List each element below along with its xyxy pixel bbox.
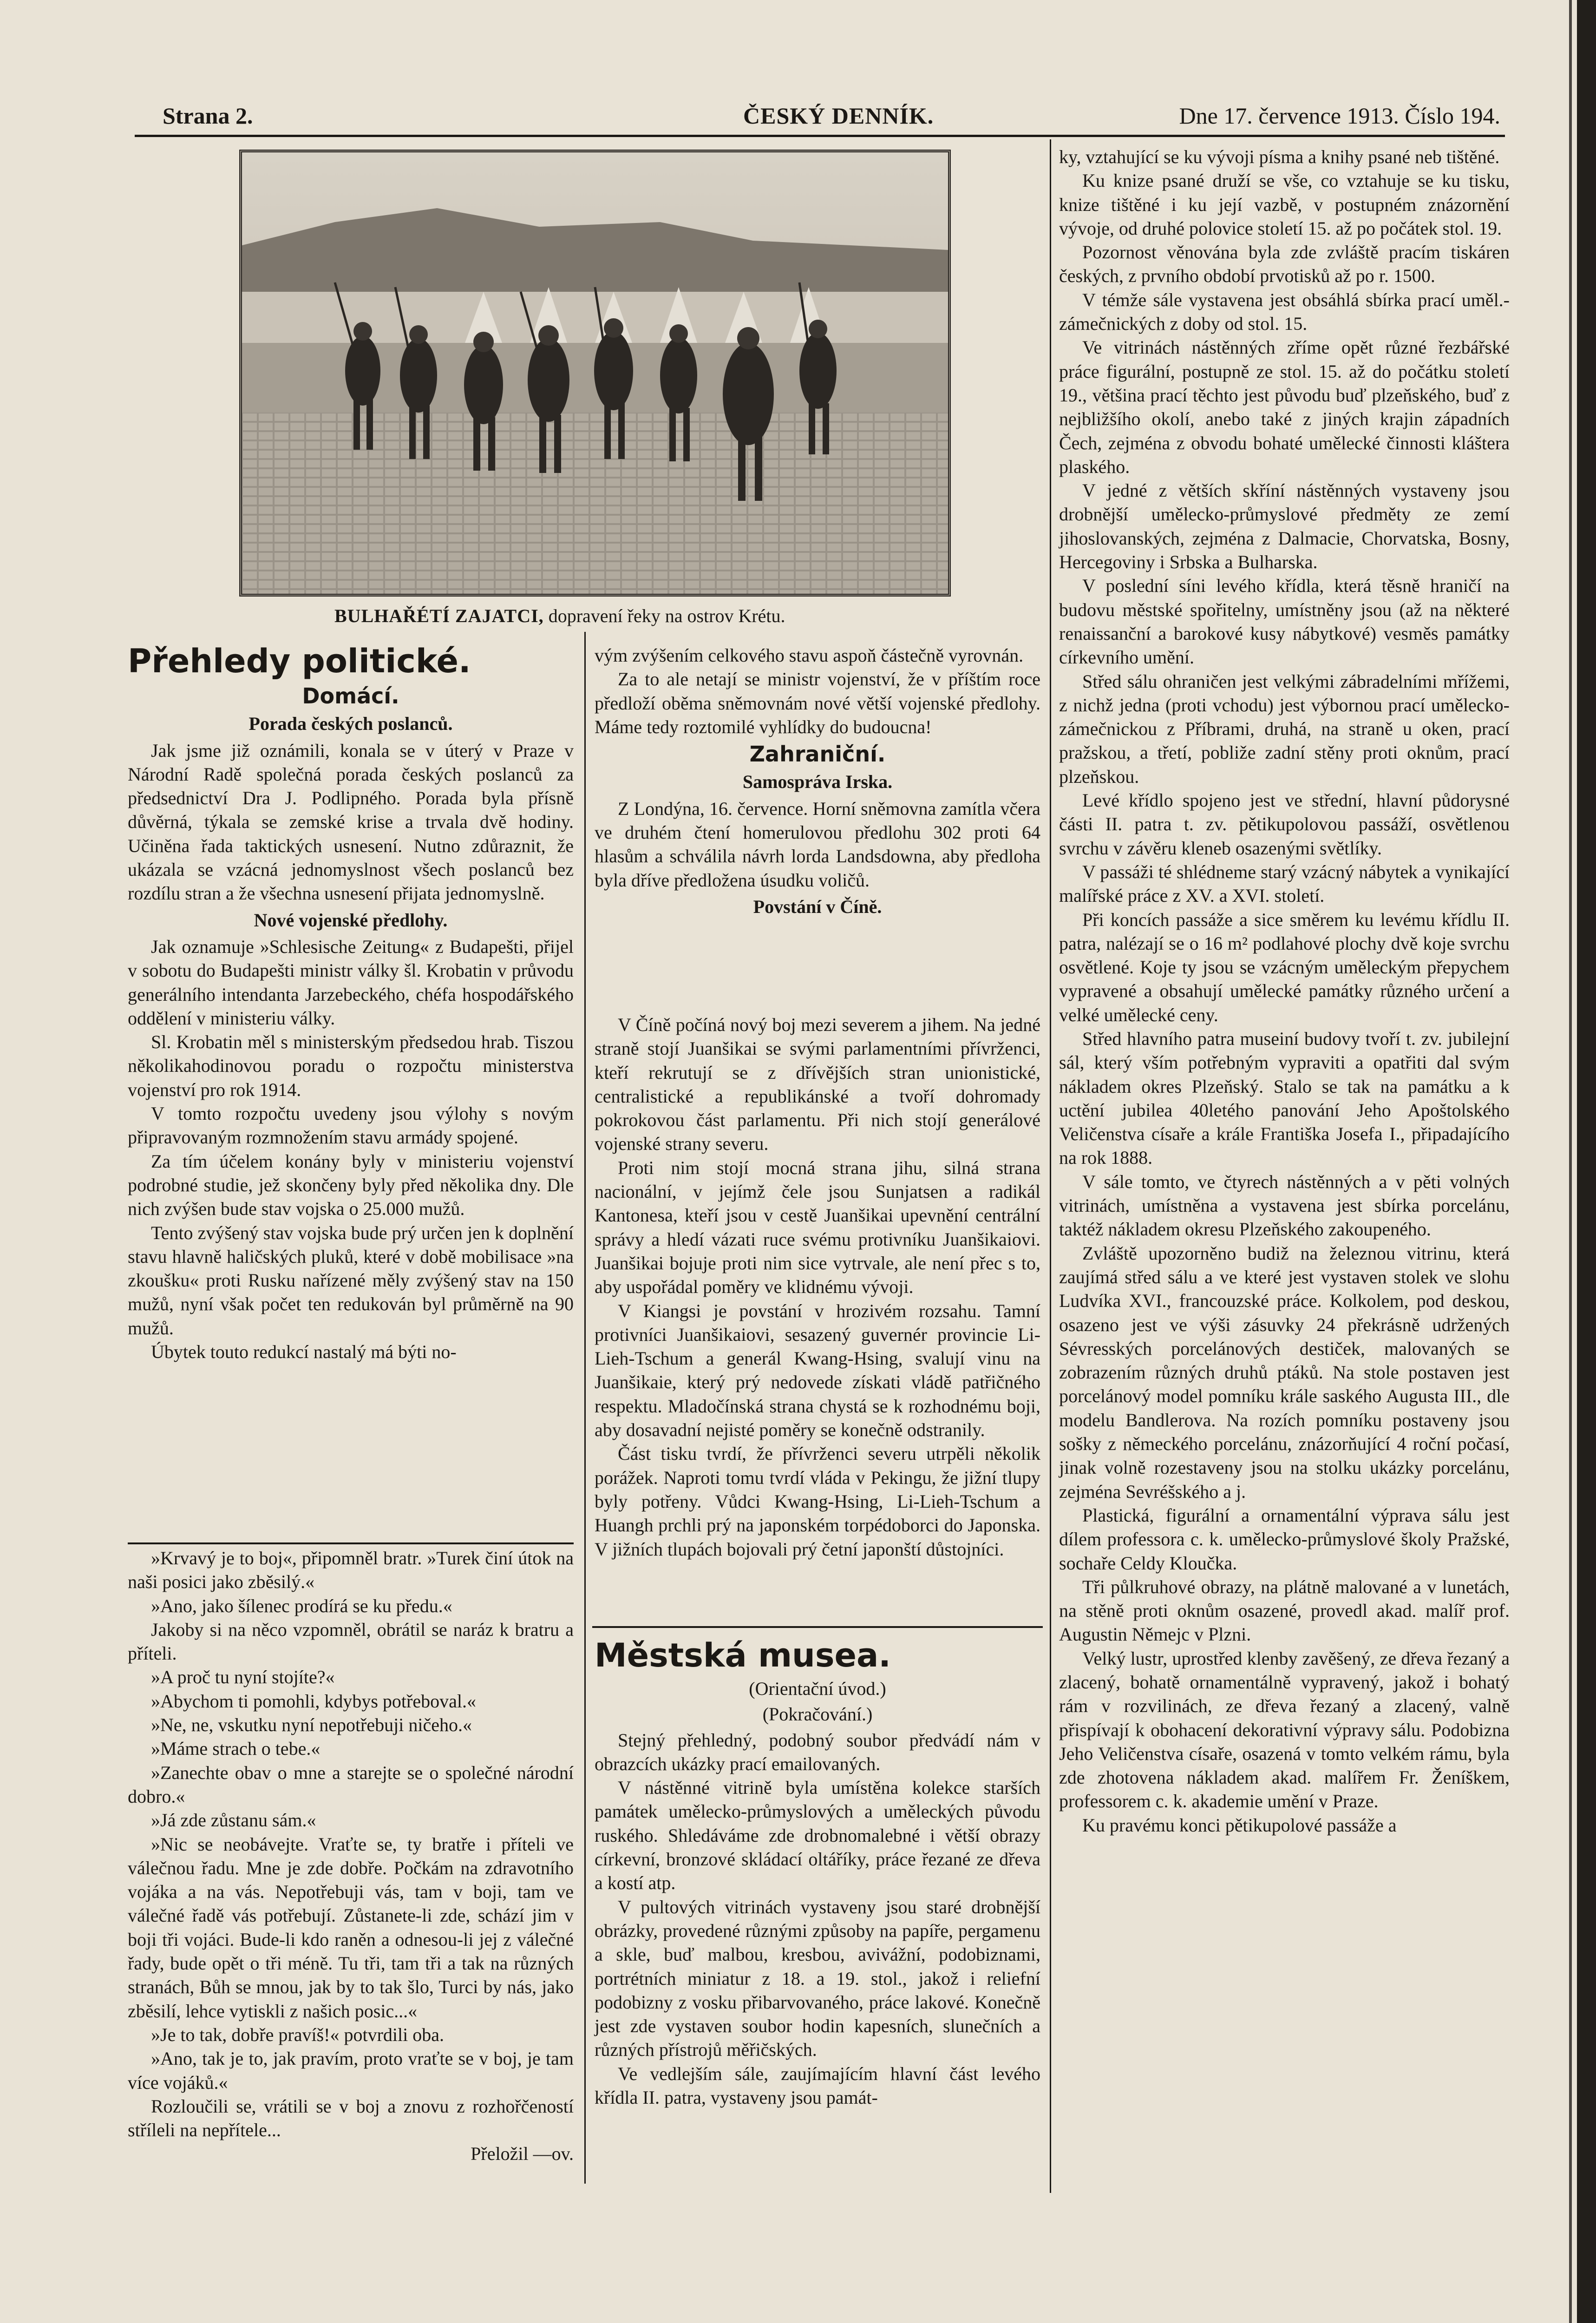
article-title: Samospráva Irska.	[742, 771, 893, 793]
column-1	[128, 639, 574, 1364]
page-header	[135, 98, 1500, 131]
paragraph: Levé křídlo spojeno jest ve střední, hlavní půdorysné části II. patra t. zv. pětikupolovou passáží, osvětlenou svrchu v závěru kleneb osazenými světlíky.	[1059, 790, 1510, 859]
paragraph: ky, vztahující se ku vývoji písma a knihy psané neb tištěné.	[1059, 146, 1500, 167]
page-number: Strana 2.	[163, 103, 253, 129]
column-2-museum	[595, 1633, 1040, 2109]
story-line: Jakoby si na něco vzpomněl, obrátil se naráz k bratru a příteli.	[128, 1619, 574, 1664]
paragraph: Jak jsme již oznámili, konala se v úterý v Praze v Národní Radě společná porada českých poslanců za předsednictví Dra J. Podlipného. Porada byla přísně důvěrná, týkala se zemské krise a trvala dvě hodiny. Učiněna řada taktických usnesení. Nutno zdůraznit, že ukázala se vzácná jednomyslnost všech poslanců bez rozdílu stran a že všechna usnesení přijata jednomyslně.	[128, 740, 574, 904]
paragraph: Ve vedlejším sále, zaujímajícím hlavní část levého křídla II. patra, vystaveny jsou památ-	[595, 2063, 1040, 2108]
masthead-title: ČESKÝ DENNÍK.	[743, 103, 934, 129]
paragraph: V Číně počíná nový boj mezi severem a jihem. Na jedné straně stojí Juanšikai se svými parlamentními přívrženci, kteří rekrutují se z dřívějších stran unionistické, centralistické a republikánské a tvoří dohromady pokrokovou část parlamentu. Při nich stojí generálové vojenské strany severu.	[595, 1014, 1040, 1155]
scan-edge-line	[1569, 0, 1572, 2323]
paragraph: Ku pravému konci pětikupolové passáže a	[1082, 1814, 1397, 1836]
caption-text: dopravení řeky na ostrov Krétu.	[548, 605, 785, 626]
feuilleton-story	[128, 1546, 574, 2166]
paragraph: V sále tomto, ve čtyrech nástěnných a v pěti volných vitrinách, umístněna a vystavena jest sbírka porcelánu, taktéž nákladem okresu Plzeňského zakoupeného.	[1059, 1171, 1510, 1240]
section-heading-politics: Přehledy politické.	[128, 642, 471, 680]
paragraph: Velký lustr, uprostřed klenby zavěšený, ze dřeva řezaný a zlacený, bohatě ornamentálně vypravený, jakož i bohatý rám v rozvilinách, ze dřeva řezaný a zlacený, valně přispívají k obohacení dekorativní výpravy sálu. Podobizna Jeho Veličenstva císaře, osazená v tomto velkém rámu, byla zde zhotovena nákladem akad. malířem Fr. Ženíškem, professorem c. k. akademie umění v Praze.	[1059, 1647, 1510, 1812]
paragraph: Střed hlavního patra museiní budovy tvoří t. zv. jubilejní sál, který vším potřebným vypraviti a opatřiti dal svým nákladem okres Plzeňský. Stalo se tak na památku a k uctění jubilea 40letého panování Jeho Apoštolského Veličenstva císaře a krále Františka Josefa I., připadajícího na rok 1888.	[1059, 1028, 1510, 1168]
story-line: »Abychom ti pomohli, kdybys potřeboval.«	[151, 1690, 476, 1712]
paragraph: Střed sálu ohraničen jest velkými zábradelními mřížemi, z nichž jedna (proti vchodu) jest výbornou prací umělecko-zámečnickou z Příbrami, druhá, na straně u oken, prací pražskou, a třetí, pobliže zadní stěny proti oknům, prací plzeňskou.	[1059, 670, 1510, 787]
paragraph: Při koncích passáže a sice směrem ku levému křídlu II. patra, nalézají se o 16 m² podlahové plochy dvě koje svrchu osvětlené. Koje ty jsou se vzácným uměleckým přepychem vypravené a obsahují umělecké památky různého určení a velké umělecké ceny.	[1059, 909, 1510, 1025]
issue-date: Dne 17. července 1913. Číslo 194.	[1179, 103, 1500, 129]
museum-subtitle: (Orientační úvod.)	[749, 1678, 886, 1699]
paragraph: V nástěnné vitrině byla umístěna kolekce starších památek umělecko-průmyslových a uměleckých původu ruského. Shledáváme zde drobnomalebné i větší obrazy církevní, bronzové skládací oltáříky, práce řezané ze dřeva a kostí atp.	[595, 1777, 1040, 1894]
story-line: »Zanechte obav o mne a starejte se o společné národní dobro.«	[128, 1762, 574, 1807]
paragraph: V témže sále vystavena jest obsáhlá sbírka prací uměl.-zámečnických z doby od stol. 15.	[1059, 289, 1510, 335]
paragraph: Tento zvýšený stav vojska bude prý určen jen k doplnění stavu hlavně haličských pluků, které v době mobilisace »na zkoušku« proti Rusku nařízené měly zvýšený stav na 150 mužů, nyní však počet ten redukován byl průměrně na 90 mužů.	[128, 1222, 574, 1339]
paragraph: Stejný přehledný, podobný soubor předvádí nám v obrazcích ukázky prací emailovaných.	[595, 1729, 1040, 1774]
paragraph: Jak oznamuje »Schlesische Zeitung« z Budapešti, přijel v sobotu do Budapešti ministr války šl. Krobatin v průvodu generálního intendanta Jarzebeckého, chéfa hospodářského oddělení v ministeriu války.	[128, 936, 574, 1029]
column-rule-2	[1050, 139, 1051, 2193]
column-rule-1	[584, 632, 586, 2184]
story-line: »A proč tu nyní stojíte?«	[151, 1667, 335, 1688]
article-title: Porada českých poslanců.	[249, 713, 453, 735]
museum-continued: (Pokračování.)	[762, 1704, 873, 1725]
paragraph: Za to ale netají se ministr vojenství, že v příštím roce předloží oběma sněmovnám nové větší vojenské předlohy. Máme tedy roztomilé vyhlídky do budoucna!	[595, 669, 1040, 737]
paragraph: V Kiangsi je povstání v hrozivém rozsahu. Tamní protivníci Juanšikaiovi, sesazený guvernér provincie Li-Lieh-Tschum a generál Kwang-Hsing, svalují vinu na Juanšikaie, který prý nedovede získati vládě patřičného respektu. Mladočínská strana chystá se k rozhodnému boji, aby dosavadní nejisté poměry se konečně odstranily.	[595, 1300, 1040, 1441]
paragraph: Ve vitrinách nástěnných zříme opět různé řezbářské práce figurální, postupně ze stol. 15. až do počátku století 19., většina prací těchto jest původu buď plzeňského, buď z nejbližšího okolí, anebo také z jiných krajin západních Čech, zejména z obvodu bohaté umělecké činnosti kláštera plaského.	[1059, 337, 1510, 477]
paragraph: Za tím účelem konány byly v ministeriu vojenství podrobné studie, jež skončeny byly před několika dny. Dle nich zvýšen bude stav vojska o 25.000 mužů.	[128, 1150, 574, 1220]
paragraph: vým zvýšením celkového stavu aspoň částečně vyrovnán.	[595, 645, 1024, 666]
caption-bold: BULHAŘÉTÍ ZAJATCI,	[334, 605, 544, 626]
war-photo	[239, 150, 951, 597]
column-3	[1059, 145, 1510, 1837]
photo-caption	[334, 605, 938, 627]
story-line: »Máme strach o tebe.«	[151, 1738, 321, 1759]
story-line: »Ano, tak je to, jak pravím, proto vraťte se v boj, je tam více vojáků.«	[128, 2048, 574, 2093]
paragraph: Zvláště upozorněno budiž na železnou vitrinu, která zaujímá střed sálu a ve které jest vystaven stolek ve slohu Ludvíka XVI., francouzské práce. Kolkolem, pod deskou, osazeno jest ve výši zásuvky 24 překrásně udržených Sévresských porcelánových destiček, malovaných se zobrazením různých druhů ptáků. Na stole postaven jest porcelánový model pomníku krále saského Augusta III., dle modelu Bandlerova. Na rozích pomníku postaveny jsou sošky z německého porcelánu, znázorňující 4 roční počasí, jinak volně rozestaveny jsou na stolku ukázky porcelánu, zejména Sevréšského a j.	[1059, 1242, 1510, 1502]
museum-rule	[592, 1626, 1043, 1628]
header-rule	[135, 135, 1505, 137]
paragraph: V poslední síni levého křídla, která těsně hraničí na budovu městské spořitelny, umístněny jsou (až na některé renaissanční a barokové kusy nábytkové) vesměs památky církevního umění.	[1059, 575, 1510, 668]
paragraph: V jedné z větších skříní nástěnných vystaveny jsou drobnější umělecko-průmyslové předměty ze zemí jihoslovanských, zejména z Dalmacie, Chorvatska, Bosny, Hercegoviny i Srbska a Bulharska.	[1059, 480, 1510, 573]
paragraph: Pozornost věnována byla zde zvláště pracím tiskáren českých, z prvního období prvotisků až po r. 1500.	[1059, 242, 1510, 287]
paragraph: Část tisku tvrdí, že přívrženci severu utrpěli několik porážek. Naproti tomu tvrdí vláda v Pekingu, že jižní tlupy byly potřeny. Vůdci Kwang-Hsing, Li-Lieh-Tschum a Huangh prchli prý na japonském torpédoborci do Japonska. V jižních tlupách bojovali prý četní japonští důstojníci.	[595, 1443, 1040, 1560]
paragraph: Sl. Krobatin měl s ministerským předsedou hrab. Tiszou několikahodinovou poradu o rozpočtu ministerstva vojenství pro rok 1914.	[128, 1031, 574, 1100]
scan-edge-shadow	[1577, 0, 1596, 2323]
paragraph: V pultových vitrinách vystaveny jsou staré drobnější obrázky, provedené různými způsoby na papíře, pergamenu a skle, buď malbou, kresbou, avivážní, podobiznami, portrétních miniatur z 18. a 19. stol., jakož i reliefní podobizny z vosku přibarvovaného, práce lakové. Konečně jest zde vystaven soubor hodin kapesních, slunečních a různých přístrojů měřičských.	[595, 1896, 1040, 2061]
story-line: »Nic se neobávejte. Vraťte se, ty bratře i příteli ve válečnou řadu. Mne je zde dobře. Počkám na zdravotního vojáka a na vás. Nepotřebuji vás, tam v boji, tam ve válečné řadě vás potřebují. Zůstanete-li zde, schází jim v boji tři vojáci. Bude-li kdo raněn a odnesou-li jej z válečné řady, bude opět o tři méně. Tu tři, tam tři a tak na různých stranách, Bůh se mnou, jak by to tak šlo, Turci by nás, jako zběsilí, lehce vytiskli z našich posic...«	[128, 1833, 574, 2021]
story-line: »Já zde zůstanu sám.«	[151, 1810, 316, 1831]
story-line: Rozloučili se, vrátili se v boj a znovu z rozhořčeností stříleli na nepřítele...	[128, 2095, 574, 2141]
story-line: »Je to tak, dobře pravíš!« potvrdili oba.	[151, 2024, 444, 2045]
story-line: »Krvavý je to boj«, připomněl bratr. »Turek činí útok na naši posici jako zběsilý.«	[128, 1548, 574, 1593]
section-subheading-domestic: Domácí.	[302, 683, 399, 709]
paragraph: V tomto rozpočtu uvedeny jsou výlohy s novým připravovaným rozmnožením stavu armády spojené.	[128, 1103, 574, 1148]
feuilleton-rule	[128, 1542, 574, 1544]
section-subheading-foreign: Zahraniční.	[749, 742, 886, 767]
paragraph: Plastická, figurální a ornamentální výprava sálu jest dílem professora c. k. umělecko-průmyslové školy Pražské, sochaře Celdy Kloučka.	[1059, 1504, 1510, 1574]
paragraph: Tři půlkruhové obrazy, na plátně malované a v lunetách, na stěně proti oknům osazené, provedl akad. malíř prof. Augustin Němejc v Plzni.	[1059, 1576, 1510, 1645]
story-line: »Ano, jako šílenec prodírá se ku předu.«	[151, 1595, 452, 1616]
paragraph: V passáži té shlédneme starý vzácný nábytek a vynikající malířské práce z XV. a XVI. století.	[1059, 861, 1510, 906]
soldiers-photo-illustration	[242, 152, 948, 594]
section-heading-museum: Městská musea.	[595, 1636, 891, 1674]
paragraph: Úbytek touto redukcí nastalý má býti no-	[151, 1341, 457, 1363]
translator-signature: Přeložil —ov.	[471, 2143, 574, 2165]
column-2	[595, 643, 1040, 921]
paragraph: Z Londýna, 16. července. Horní sněmovna zamítla včera ve druhém čtení homerulovou předlohu 302 proti 64 hlasům a schválila návrh lorda Landsdowna, aby předloha byla dříve předložena úsudku voličů.	[595, 798, 1040, 891]
column-2-china	[595, 1013, 1040, 1561]
article-title: Nové vojenské předlohy.	[254, 909, 448, 931]
article-title: Povstání v Číně.	[753, 896, 882, 917]
paragraph: Ku knize psané druží se vše, co vztahuje se ku tisku, knize tištěné i ku její vazbě, v postupném znázornění vývoje, od druhé polovice století 15. až po počátek stol. 19.	[1059, 170, 1510, 239]
paragraph: Proti nim stojí mocná strana jihu, silná strana nacionální, v jejímž čele jsou Sunjatsen a radikál Kantonesa, kteří jsou v cestě Juanšikai upevnění centrální správy a hledí vázati ruce svému protivníku Juanšikaiovi. Juanšikai bojuje proti nim sice vytrvale, ale není přec s to, aby uspořádal poměry ve klidnému vývoji.	[595, 1157, 1040, 1298]
story-line: »Ne, ne, vskutku nyní nepotřebuji ničeho.«	[151, 1714, 472, 1736]
